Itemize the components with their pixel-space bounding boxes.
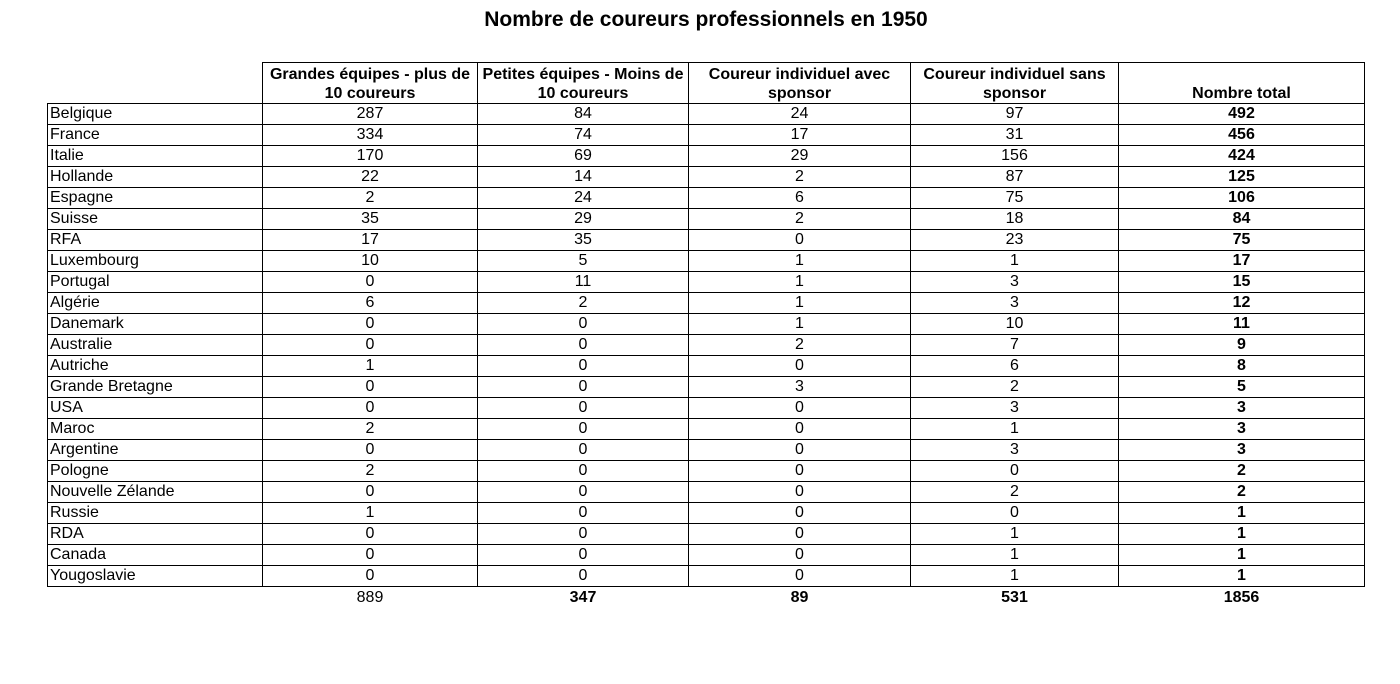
country-cell: Grande Bretagne bbox=[48, 377, 263, 398]
column-header: Petites équipes - Moins de 10 coureurs bbox=[478, 63, 689, 104]
value-cell: 0 bbox=[689, 356, 911, 377]
value-cell: 24 bbox=[478, 188, 689, 209]
value-cell: 24 bbox=[689, 104, 911, 125]
corner-cell bbox=[48, 63, 263, 104]
value-cell: 75 bbox=[911, 188, 1119, 209]
table-row bbox=[48, 146, 1365, 167]
value-cell: 0 bbox=[478, 524, 689, 545]
table-row bbox=[48, 524, 1365, 545]
value-cell: 6 bbox=[689, 188, 911, 209]
value-cell: 3 bbox=[911, 293, 1119, 314]
table-row bbox=[48, 125, 1365, 146]
value-cell: 69 bbox=[478, 146, 689, 167]
value-cell: 0 bbox=[689, 461, 911, 482]
row-total-cell: 5 bbox=[1119, 377, 1365, 398]
column-total-cell: 89 bbox=[790, 589, 809, 606]
table-row bbox=[48, 461, 1365, 482]
value-cell: 3 bbox=[911, 398, 1119, 419]
value-cell: 2 bbox=[911, 482, 1119, 503]
value-cell: 0 bbox=[263, 335, 478, 356]
table-row bbox=[48, 440, 1365, 461]
country-cell: Canada bbox=[48, 545, 263, 566]
row-total-cell: 75 bbox=[1119, 230, 1365, 251]
country-cell: Maroc bbox=[48, 419, 263, 440]
column-total-cell: 1856 bbox=[1223, 589, 1260, 606]
value-cell: 0 bbox=[263, 524, 478, 545]
totals-blank-cell bbox=[48, 587, 263, 610]
value-cell: 17 bbox=[263, 230, 478, 251]
country-cell: RFA bbox=[48, 230, 263, 251]
value-cell: 0 bbox=[478, 419, 689, 440]
country-cell: Russie bbox=[48, 503, 263, 524]
country-cell: Nouvelle Zélande bbox=[48, 482, 263, 503]
value-cell: 1 bbox=[911, 566, 1119, 587]
row-total-cell: 1 bbox=[1119, 545, 1365, 566]
value-cell: 1 bbox=[263, 356, 478, 377]
table-row bbox=[48, 188, 1365, 209]
row-total-cell: 12 bbox=[1119, 293, 1365, 314]
value-cell: 0 bbox=[478, 482, 689, 503]
table-row bbox=[48, 419, 1365, 440]
table-row bbox=[48, 314, 1365, 335]
country-cell: USA bbox=[48, 398, 263, 419]
value-cell: 2 bbox=[263, 461, 478, 482]
country-cell: Danemark bbox=[48, 314, 263, 335]
chart-title: Nombre de coureurs professionnels en 1950 bbox=[484, 8, 928, 31]
table-row bbox=[48, 377, 1365, 398]
value-cell: 287 bbox=[263, 104, 478, 125]
value-cell: 0 bbox=[263, 482, 478, 503]
value-cell: 22 bbox=[263, 167, 478, 188]
value-cell: 14 bbox=[478, 167, 689, 188]
value-cell: 3 bbox=[911, 272, 1119, 293]
value-cell: 31 bbox=[911, 125, 1119, 146]
riders-table bbox=[47, 62, 1365, 609]
row-total-cell: 2 bbox=[1119, 461, 1365, 482]
value-cell: 35 bbox=[478, 230, 689, 251]
value-cell: 0 bbox=[478, 503, 689, 524]
value-cell: 0 bbox=[689, 230, 911, 251]
value-cell: 0 bbox=[689, 503, 911, 524]
value-cell: 0 bbox=[689, 398, 911, 419]
value-cell: 0 bbox=[263, 440, 478, 461]
column-header: Coureur individuel sans sponsor bbox=[911, 63, 1119, 104]
value-cell: 0 bbox=[263, 398, 478, 419]
value-cell: 0 bbox=[478, 461, 689, 482]
value-cell: 6 bbox=[911, 356, 1119, 377]
country-cell: Belgique bbox=[48, 104, 263, 125]
value-cell: 0 bbox=[478, 314, 689, 335]
row-total-cell: 106 bbox=[1119, 188, 1365, 209]
value-cell: 2 bbox=[689, 209, 911, 230]
value-cell: 3 bbox=[689, 377, 911, 398]
row-total-cell: 3 bbox=[1119, 419, 1365, 440]
table-row bbox=[48, 272, 1365, 293]
value-cell: 0 bbox=[911, 461, 1119, 482]
value-cell: 0 bbox=[911, 503, 1119, 524]
table-row bbox=[48, 356, 1365, 377]
row-total-cell: 3 bbox=[1119, 440, 1365, 461]
value-cell: 18 bbox=[911, 209, 1119, 230]
country-cell: Suisse bbox=[48, 209, 263, 230]
value-cell: 6 bbox=[263, 293, 478, 314]
table-row bbox=[48, 104, 1365, 125]
value-cell: 0 bbox=[263, 377, 478, 398]
column-total-cell: 531 bbox=[1001, 589, 1028, 606]
value-cell: 1 bbox=[689, 293, 911, 314]
value-cell: 29 bbox=[478, 209, 689, 230]
row-total-cell: 15 bbox=[1119, 272, 1365, 293]
value-cell: 3 bbox=[911, 440, 1119, 461]
row-total-cell: 125 bbox=[1119, 167, 1365, 188]
column-total-cell: 347 bbox=[569, 589, 597, 606]
value-cell: 17 bbox=[689, 125, 911, 146]
value-cell: 0 bbox=[689, 566, 911, 587]
row-total-cell: 2 bbox=[1119, 482, 1365, 503]
value-cell: 74 bbox=[478, 125, 689, 146]
table-row bbox=[48, 230, 1365, 251]
value-cell: 10 bbox=[911, 314, 1119, 335]
value-cell: 170 bbox=[263, 146, 478, 167]
table-row bbox=[48, 293, 1365, 314]
value-cell: 1 bbox=[911, 419, 1119, 440]
value-cell: 0 bbox=[478, 356, 689, 377]
value-cell: 2 bbox=[263, 188, 478, 209]
value-cell: 334 bbox=[263, 125, 478, 146]
table-row bbox=[48, 167, 1365, 188]
row-total-cell: 492 bbox=[1119, 104, 1365, 125]
value-cell: 2 bbox=[911, 377, 1119, 398]
value-cell: 1 bbox=[689, 314, 911, 335]
value-cell: 0 bbox=[478, 335, 689, 356]
value-cell: 0 bbox=[689, 482, 911, 503]
value-cell: 0 bbox=[263, 566, 478, 587]
row-total-cell: 9 bbox=[1119, 335, 1365, 356]
value-cell: 0 bbox=[478, 566, 689, 587]
table-row bbox=[48, 335, 1365, 356]
row-total-cell: 456 bbox=[1119, 125, 1365, 146]
value-cell: 35 bbox=[263, 209, 478, 230]
country-cell: RDA bbox=[48, 524, 263, 545]
value-cell: 2 bbox=[478, 293, 689, 314]
value-cell: 10 bbox=[263, 251, 478, 272]
row-total-cell: 1 bbox=[1119, 503, 1365, 524]
table-row bbox=[48, 545, 1365, 566]
value-cell: 87 bbox=[911, 167, 1119, 188]
value-cell: 97 bbox=[911, 104, 1119, 125]
value-cell: 0 bbox=[263, 314, 478, 335]
value-cell: 23 bbox=[911, 230, 1119, 251]
value-cell: 0 bbox=[478, 377, 689, 398]
totals-row bbox=[48, 587, 1365, 610]
country-cell: Australie bbox=[48, 335, 263, 356]
table-row bbox=[48, 566, 1365, 587]
value-cell: 0 bbox=[478, 398, 689, 419]
value-cell: 0 bbox=[263, 545, 478, 566]
column-total-cell: 889 bbox=[356, 589, 384, 606]
row-total-cell: 17 bbox=[1119, 251, 1365, 272]
value-cell: 1 bbox=[911, 545, 1119, 566]
value-cell: 1 bbox=[911, 524, 1119, 545]
value-cell: 0 bbox=[689, 440, 911, 461]
row-total-cell: 8 bbox=[1119, 356, 1365, 377]
country-cell: Algérie bbox=[48, 293, 263, 314]
table-row bbox=[48, 209, 1365, 230]
column-header: Nombre total bbox=[1119, 63, 1365, 104]
value-cell: 2 bbox=[689, 335, 911, 356]
column-header: Grandes équipes - plus de 10 coureurs bbox=[263, 63, 478, 104]
value-cell: 156 bbox=[911, 146, 1119, 167]
value-cell: 5 bbox=[478, 251, 689, 272]
value-cell: 29 bbox=[689, 146, 911, 167]
value-cell: 0 bbox=[689, 524, 911, 545]
value-cell: 2 bbox=[263, 419, 478, 440]
value-cell: 11 bbox=[478, 272, 689, 293]
row-total-cell: 3 bbox=[1119, 398, 1365, 419]
value-cell: 0 bbox=[689, 545, 911, 566]
row-total-cell: 11 bbox=[1119, 314, 1365, 335]
country-cell: Argentine bbox=[48, 440, 263, 461]
value-cell: 0 bbox=[478, 545, 689, 566]
column-header: Coureur individuel avec sponsor bbox=[689, 63, 911, 104]
value-cell: 1 bbox=[911, 251, 1119, 272]
country-cell: Autriche bbox=[48, 356, 263, 377]
table-row bbox=[48, 398, 1365, 419]
header-row bbox=[48, 63, 1365, 104]
table-body bbox=[48, 104, 1365, 587]
country-cell: Pologne bbox=[48, 461, 263, 482]
value-cell: 0 bbox=[478, 440, 689, 461]
row-total-cell: 84 bbox=[1119, 209, 1365, 230]
value-cell: 2 bbox=[689, 167, 911, 188]
country-cell: Yougoslavie bbox=[48, 566, 263, 587]
country-cell: Italie bbox=[48, 146, 263, 167]
country-cell: France bbox=[48, 125, 263, 146]
table-row bbox=[48, 503, 1365, 524]
country-cell: Portugal bbox=[48, 272, 263, 293]
value-cell: 84 bbox=[478, 104, 689, 125]
country-cell: Espagne bbox=[48, 188, 263, 209]
value-cell: 1 bbox=[263, 503, 478, 524]
country-cell: Hollande bbox=[48, 167, 263, 188]
table-row bbox=[48, 482, 1365, 503]
row-total-cell: 424 bbox=[1119, 146, 1365, 167]
table-row bbox=[48, 251, 1365, 272]
value-cell: 1 bbox=[689, 251, 911, 272]
value-cell: 1 bbox=[689, 272, 911, 293]
row-total-cell: 1 bbox=[1119, 566, 1365, 587]
row-total-cell: 1 bbox=[1119, 524, 1365, 545]
value-cell: 0 bbox=[689, 419, 911, 440]
value-cell: 0 bbox=[263, 272, 478, 293]
country-cell: Luxembourg bbox=[48, 251, 263, 272]
value-cell: 7 bbox=[911, 335, 1119, 356]
